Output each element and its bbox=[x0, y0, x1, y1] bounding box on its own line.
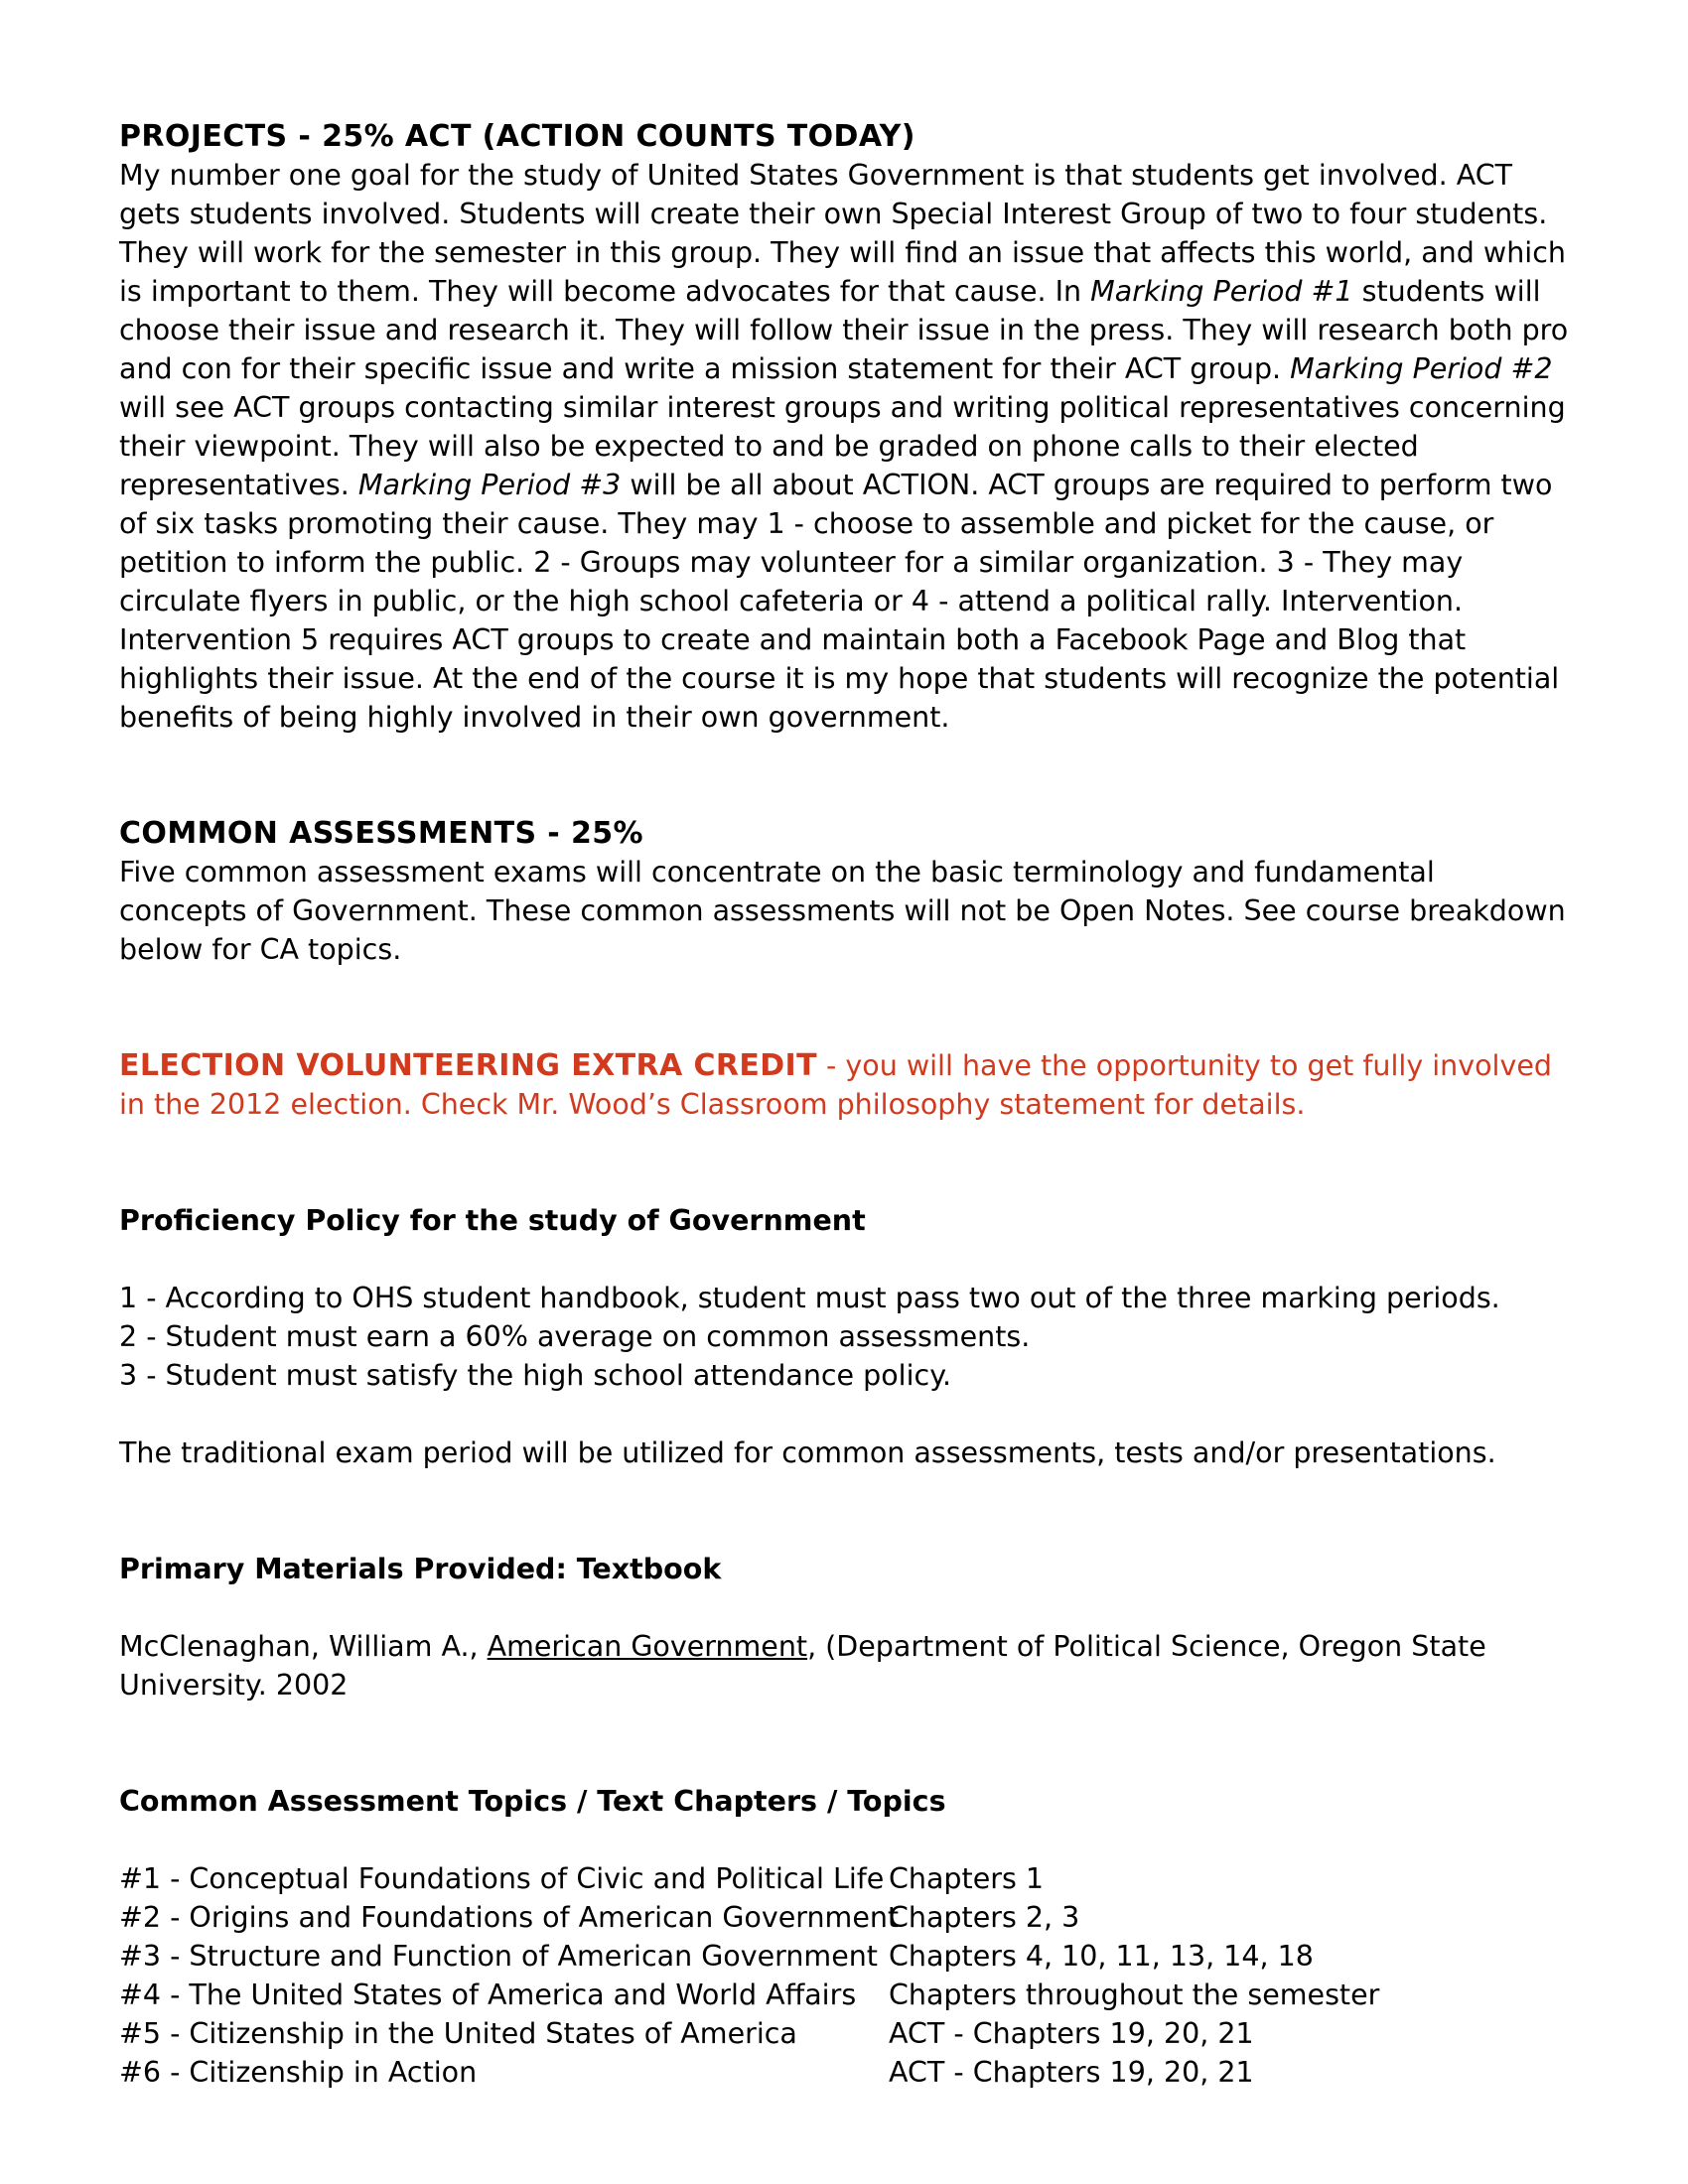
topics-table bbox=[119, 1859, 1569, 2092]
projects-text-2: students will choose their issue and research it. They will follow their issue in the press. They will research both pro and con for their specific issue and write a mission statement for their ACT group. bbox=[119, 275, 1569, 385]
topic-name: #5 - Citizenship in the United States of America bbox=[119, 2017, 797, 2050]
election-extra-credit-section bbox=[119, 1046, 1569, 1124]
topic-chapters: Chapters 2, 3 bbox=[889, 1901, 1080, 1934]
election-heading: ELECTION VOLUNTEERING EXTRA CREDIT bbox=[119, 1048, 817, 1083]
topic-chapters: ACT - Chapters 19, 20, 21 bbox=[889, 2017, 1254, 2050]
common-assessments-paragraph: Five common assessment exams will concentrate on the basic terminology and fundamental concepts of Government. These common assessments will not be Open Notes. See course breakdown below for CA topics. bbox=[119, 856, 1566, 966]
proficiency-item-2: 2 - Student must earn a 60% average on common assessments. bbox=[119, 1320, 1031, 1353]
proficiency-section bbox=[119, 1201, 1569, 1472]
topic-row bbox=[119, 1937, 1569, 1976]
topic-row bbox=[119, 1859, 1569, 1898]
common-assessments-heading: COMMON ASSESSMENTS - 25% bbox=[119, 816, 643, 851]
topics-heading: Common Assessment Topics / Text Chapters / Topics bbox=[119, 1785, 946, 1818]
marking-period-2: Marking Period #2 bbox=[1290, 352, 1553, 385]
projects-text-1: My number one goal for the study of United States Government is that students get involved. ACT gets students involved. Students will create their own Special Interest Group of two to four students. They will work for the semester in this group. They will find an issue that affects this world, and which is important to them. They will become advocates for that cause. In bbox=[119, 159, 1566, 308]
topic-name: #6 - Citizenship in Action bbox=[119, 2056, 478, 2089]
topic-name: #2 - Origins and Foundations of American Government bbox=[119, 1901, 900, 1934]
common-assessments-section bbox=[119, 814, 1569, 969]
topic-row bbox=[119, 1976, 1569, 2014]
topic-name: #3 - Structure and Function of American Government bbox=[119, 1940, 878, 1973]
topic-chapters: ACT - Chapters 19, 20, 21 bbox=[889, 2056, 1254, 2089]
textbook-title: American Government bbox=[487, 1630, 808, 1663]
document-content bbox=[119, 117, 1569, 2092]
exam-period-note: The traditional exam period will be utilized for common assessments, tests and/or presentations. bbox=[119, 1436, 1496, 1469]
projects-heading: PROJECTS - 25% ACT (ACTION COUNTS TODAY) bbox=[119, 119, 915, 154]
topic-chapters: Chapters 1 bbox=[889, 1862, 1044, 1895]
primary-materials-heading: Primary Materials Provided: Textbook bbox=[119, 1553, 722, 1585]
marking-period-1: Marking Period #1 bbox=[1090, 275, 1353, 308]
projects-text-3: will see ACT groups contacting similar interest groups and writing political representatives concerning their viewpoint. They will also be expected to and be graded on phone calls to their elected representatives. bbox=[119, 391, 1566, 501]
projects-paragraph bbox=[119, 156, 1569, 737]
proficiency-item-3: 3 - Student must satisfy the high school attendance policy. bbox=[119, 1359, 952, 1392]
textbook-author: McClenaghan, William A., bbox=[119, 1630, 488, 1663]
proficiency-item-1: 1 - According to OHS student handbook, student must pass two out of the three marking periods. bbox=[119, 1282, 1500, 1314]
proficiency-heading: Proficiency Policy for the study of Government bbox=[119, 1204, 866, 1237]
topics-section bbox=[119, 1782, 1569, 2092]
textbook-publisher: , (Department of Political Science, Oregon State University. 2002 bbox=[119, 1630, 1486, 1702]
marking-period-3: Marking Period #3 bbox=[357, 469, 622, 501]
proficiency-list bbox=[119, 1279, 1569, 1395]
election-paragraph bbox=[119, 1046, 1569, 1124]
primary-materials-section bbox=[119, 1550, 1569, 1705]
topic-row bbox=[119, 1898, 1569, 1937]
topic-chapters: Chapters throughout the semester bbox=[889, 1979, 1380, 2011]
topic-row bbox=[119, 2053, 1569, 2092]
textbook-citation bbox=[119, 1627, 1569, 1705]
topic-name: #4 - The United States of America and World Affairs bbox=[119, 1979, 857, 2011]
topic-chapters: Chapters 4, 10, 11, 13, 14, 18 bbox=[889, 1940, 1314, 1973]
projects-text-4: will be all about ACTION. ACT groups are required to perform two of six tasks promoting their cause. They may 1 - choose to assemble and picket for the cause, or petition to inform the public. 2 - Groups may volunteer for a similar organization. 3 - They may circulate flyers in public, or the high school cafeteria or 4 - attend a political rally. Intervention. Intervention 5 requires ACT groups to create and maintain both a Facebook Page and Blog that highlights their issue. At the end of the course it is my hope that students will recognize the potential benefits of being highly involved in their own government. bbox=[119, 469, 1560, 734]
topic-name: #1 - Conceptual Foundations of Civic and Political Life bbox=[119, 1862, 885, 1895]
topic-row bbox=[119, 2014, 1569, 2053]
election-text: - you will have the opportunity to get fully involved in the 2012 election. Check Mr. Wood’s Classroom philosophy statement for details. bbox=[119, 1049, 1552, 1121]
projects-section bbox=[119, 117, 1569, 737]
